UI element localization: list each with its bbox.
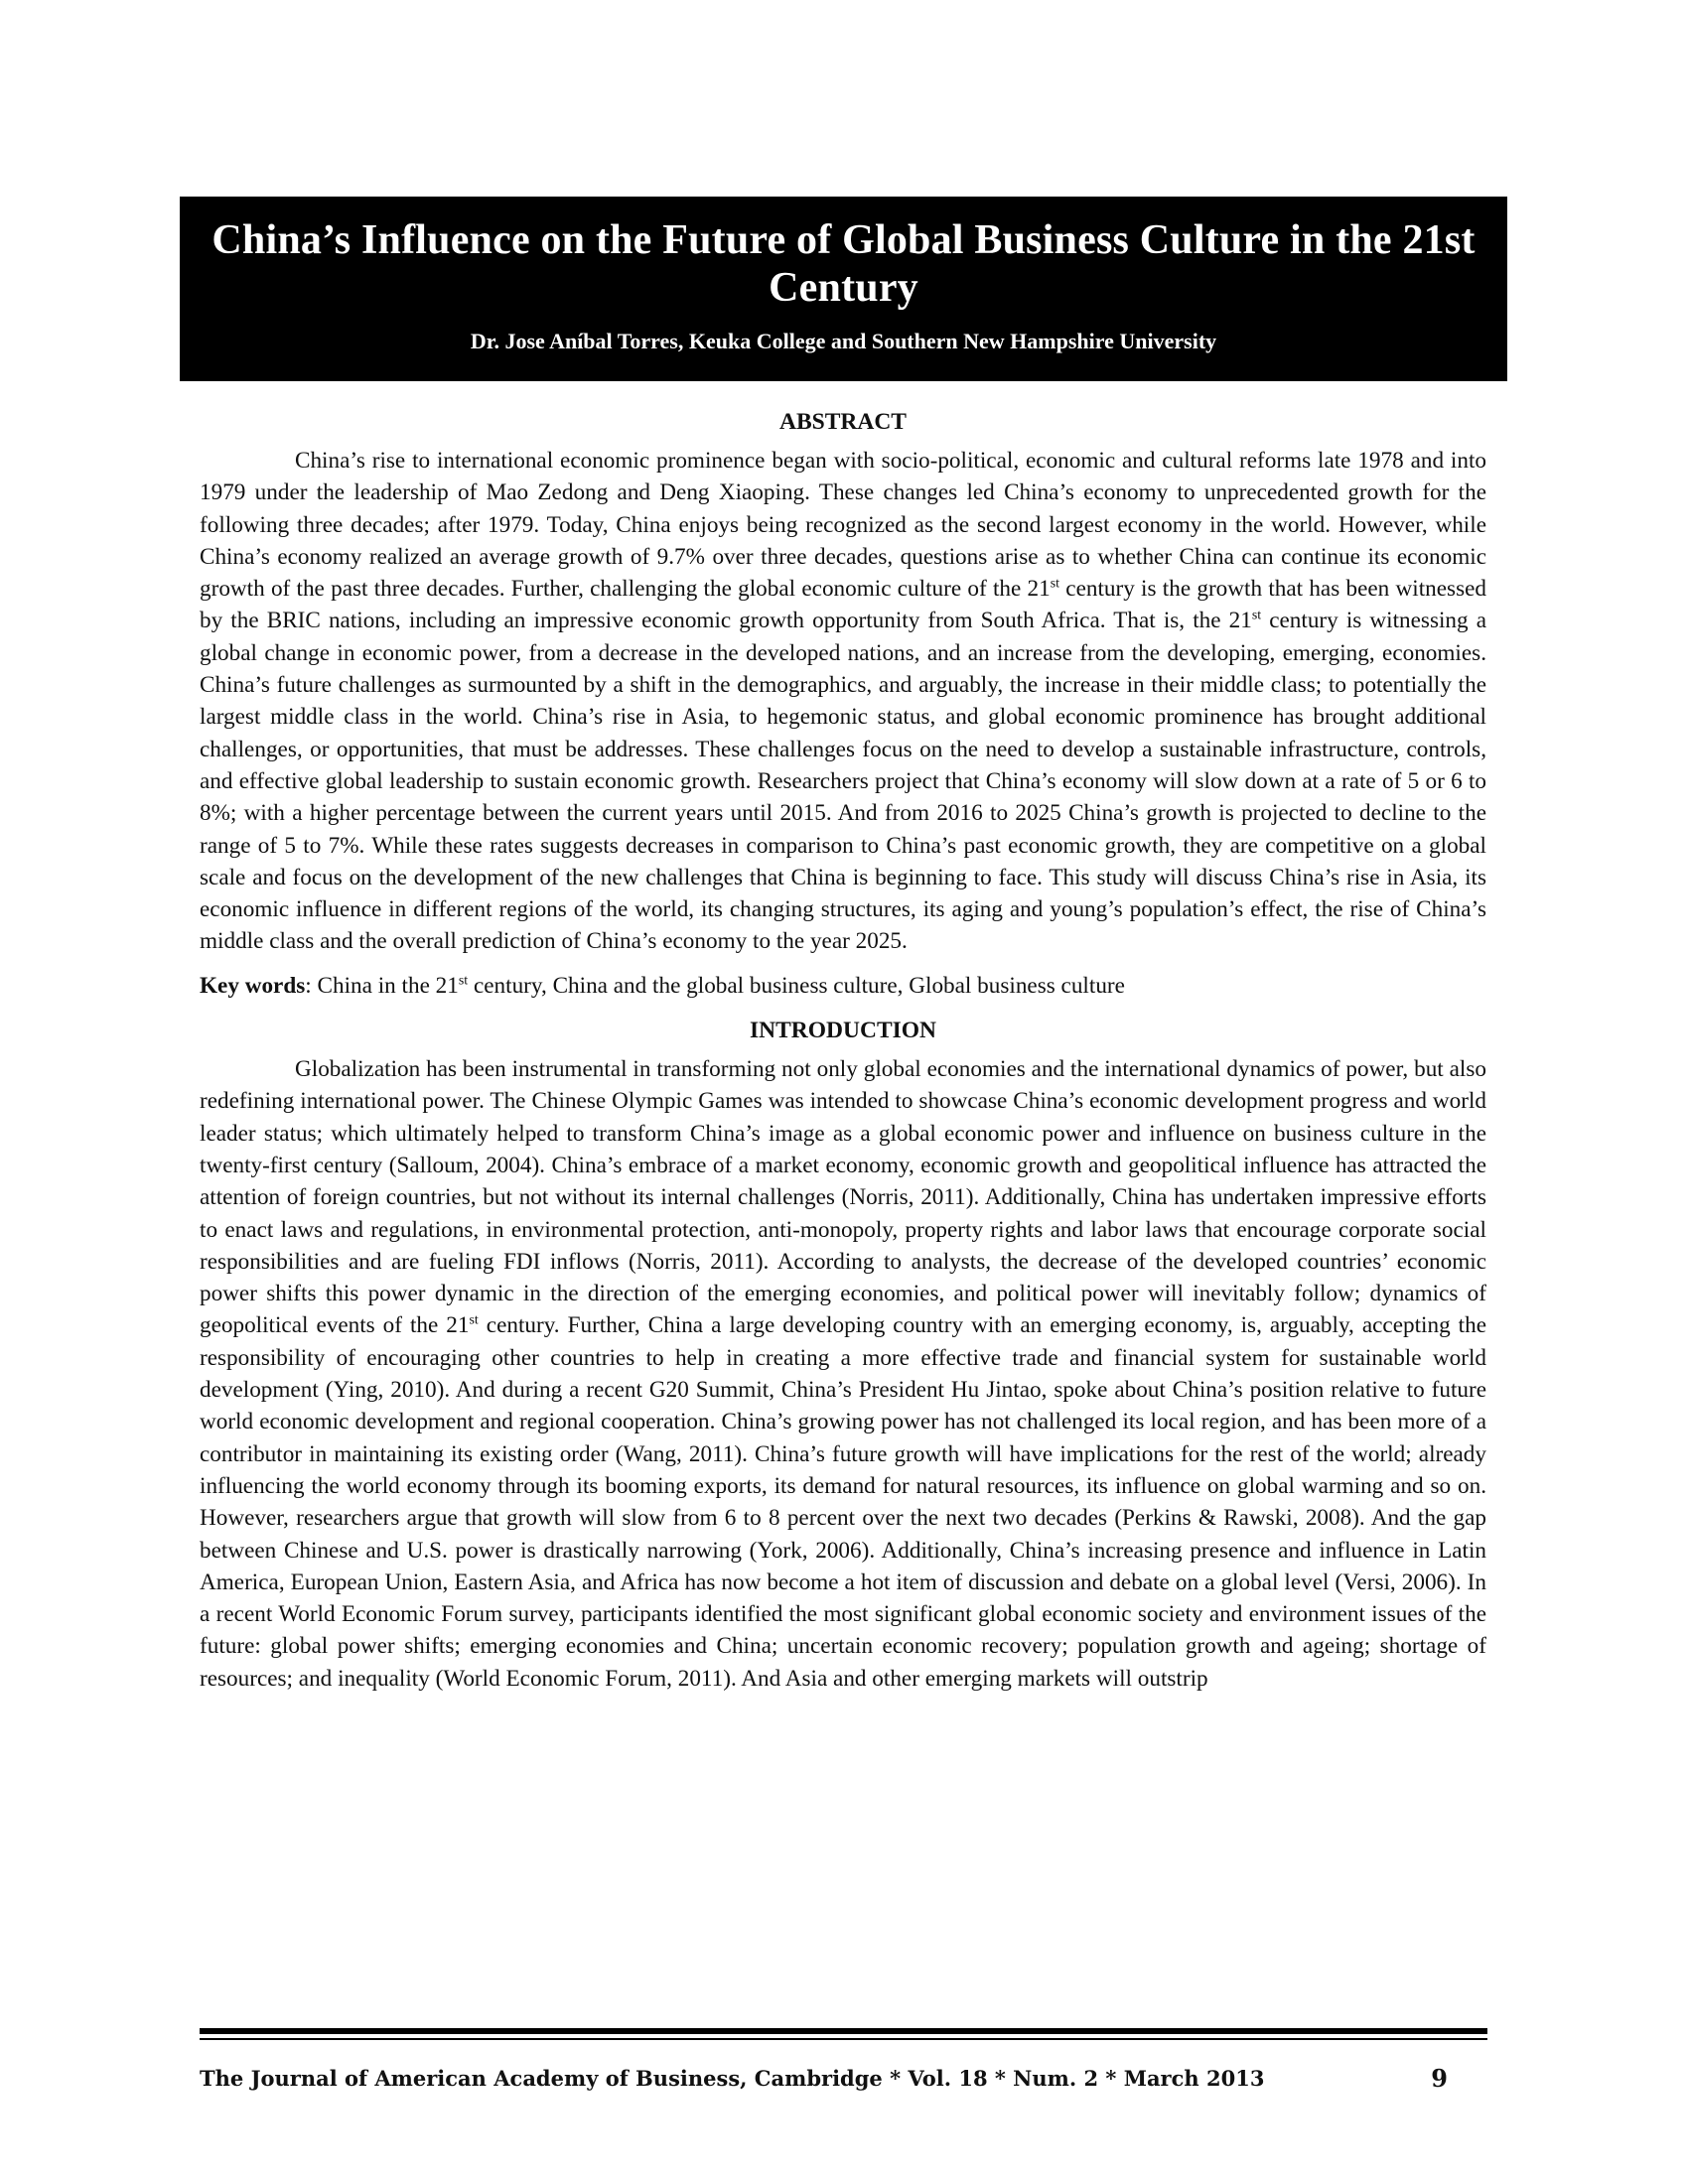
introduction-paragraph [200, 1053, 1486, 1695]
journal-citation: The Journal of American Academy of Business, Cambridge * Vol. 18 * Num. 2 * March 2013 [200, 2066, 1265, 2091]
superscript: st [469, 1312, 479, 1328]
abstract-text-part: century is the growth that has been witnessed by the BRIC nations, including an impressive economic growth opportunity from South Africa. That is, the 21 [200, 576, 1486, 634]
introduction-text-part: century. Further, China a large developing country with an emerging economy, is, arguably, accepting the responsibility of encouraging other countries to help in creating a more effective trade and financial system for sustainable world development (Ying, 2010). And during a recent G20 Summit, China’s President Hu Jintao, spoke about China’s position relative to future world economic development and regional cooperation. China’s growing power has not challenged its local region, and has been more of a contributor in maintaining its existing order (Wang, 2011). China’s future growth will have implications for the rest of the world; already influencing the world economy through its booming exports, its demand for natural resources, its influence on global warming and so on. However, researchers argue that growth will slow from 6 to 8 percent over the next two decades (Perkins & Rawski, 2008). And the gap between Chinese and U.S. power is drastically narrowing (York, 2006). Additionally, China’s increasing presence and influence in Latin America, European Union, Eastern Asia, and Africa has now become a hot item of discussion and debate on a global level (Versi, 2006). In a recent World Economic Forum survey, participants identified the most significant global economic society and environment issues of the future: global power shifts; emerging economies and China; uncertain economic recovery; population growth and ageing; shortage of resources; and inequality (World Economic Forum, 2011). And Asia and other emerging markets will outstrip [200, 1312, 1486, 1692]
introduction-text-part: Globalization has been instrumental in transforming not only global economies and the international dynamics of power, but also redefining international power. The Chinese Olympic Games was intended to showcase China’s economic development progress and world leader status; which ultimately helped to transform China’s image as a global economic power and influence on business culture in the twenty-first century (Salloum, 2004). China’s embrace of a market economy, economic growth and geopolitical influence has attracted the attention of foreign countries, but not without its internal challenges (Norris, 2011). Additionally, China has undertaken impressive efforts to enact laws and regulations, in environmental protection, anti-monopoly, property rights and labor laws that encourage corporate social responsibilities and are fueling FDI inflows (Norris, 2011). According to analysts, the decrease of the developed countries’ economic power shifts this power dynamic in the direction of the emerging economies, and political power will inevitably follow; dynamics of geopolitical events of the 21 [200, 1056, 1486, 1339]
superscript: st [458, 973, 469, 989]
keywords-text-part: century, China and the global business culture, Global business culture [468, 972, 1125, 999]
keywords-text-part: China in the 21 [317, 972, 459, 999]
superscript: st [1251, 608, 1262, 623]
abstract-paragraph [200, 445, 1486, 958]
introduction-heading: INTRODUCTION [749, 1018, 937, 1044]
keywords-label: Key words [200, 972, 306, 999]
keywords-line [200, 970, 1486, 1002]
author-line: Dr. Jose Aníbal Torres, Keuka College and Southern New Hampshire University [470, 329, 1217, 353]
page-footer [200, 2065, 1448, 2093]
article-body [200, 399, 1486, 1695]
paper-title: China’s Influence on the Future of Global Business Culture in the 21st Century [211, 217, 1476, 311]
keywords-colon: : [305, 972, 318, 999]
page-number: 9 [1431, 2064, 1448, 2093]
footer-rule-thin [200, 2038, 1487, 2040]
title-banner [180, 197, 1507, 381]
abstract-text-part: China’s rise to international economic prominence began with socio-political, economic and cultural reforms late 1978 and into 1979 under the leadership of Mao Zedong and Deng Xiaoping. These changes led China’s economy to unprecedented growth for the following three decades; after 1979. Today, China enjoys being recognized as the second largest economy in the world. However, while China’s economy realized an average growth of 9.7% over three decades, questions arise as to whether China can continue its economic growth of the past three decades. Further, challenging the global economic culture of the 21 [200, 448, 1486, 603]
abstract-text-part: century is witnessing a global change in economic power, from a decrease in the developed nations, and an increase from the developing, emerging, economies. China’s future challenges as surmounted by a shift in the demographics, and arguably, the increase in their middle class; to potentially the largest middle class in the world. China’s rise in Asia, to hegemonic status, and global economic prominence has brought additional challenges, or opportunities, that must be addresses. These challenges focus on the need to develop a sustainable infrastructure, controls, and effective global leadership to sustain economic growth. Researchers project that China’s economy will slow down at a rate of 5 or 6 to 8%; with a higher percentage between the current years until 2015. And from 2016 to 2025 China’s growth is projected to decline to the range of 5 to 7%. While these rates suggests decreases in comparison to China’s past economic growth, they are competitive on a global scale and focus on the development of the new challenges that China is beginning to face. This study will discuss China’s rise in Asia, its economic influence in different regions of the world, its changing structures, its aging and young’s population’s effect, the rise of China’s middle class and the overall prediction of China’s economy to the year 2025. [200, 608, 1486, 955]
footer-rule-thick [200, 2028, 1487, 2034]
superscript: st [1050, 576, 1060, 592]
abstract-heading: ABSTRACT [779, 409, 907, 435]
